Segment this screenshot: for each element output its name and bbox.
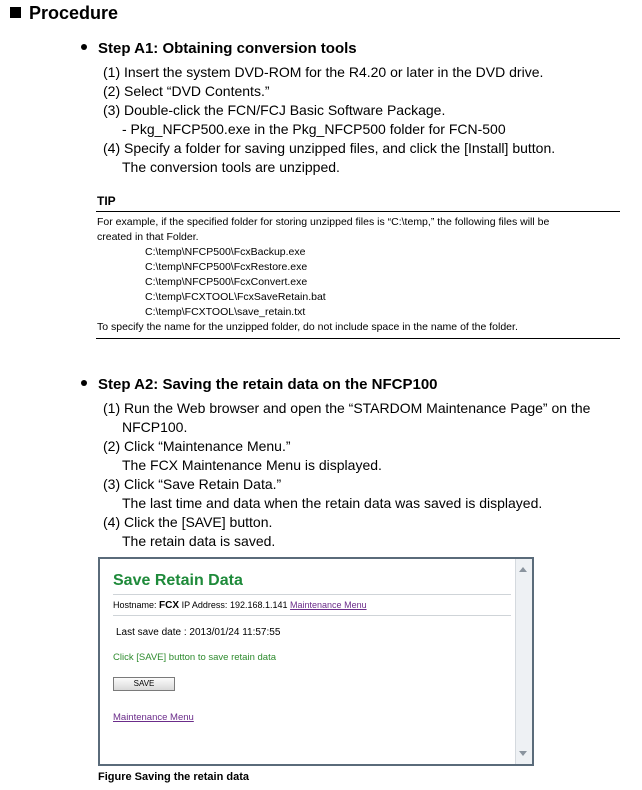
hostname-value: FCX	[159, 600, 180, 611]
scroll-down-icon[interactable]	[519, 751, 527, 756]
step-a2-title: Step A2: Saving the retain data on the NFCP100	[98, 376, 438, 393]
tip-bottom-rule	[96, 338, 620, 339]
save-retain-data-title: Save Retain Data	[113, 572, 243, 589]
step-a2-item-2-result: The FCX Maintenance Menu is displayed.	[122, 457, 382, 473]
step-a1-title: Step A1: Obtaining conversion tools	[98, 40, 357, 57]
step-a1-item-3: (3) Double-click the FCN/FCJ Basic Software Package.	[103, 102, 446, 118]
step-a2-item-3: (3) Click “Save Retain Data.”	[103, 476, 282, 492]
tip-title: TIP	[97, 194, 116, 208]
tip-file-3: C:\temp\NFCP500\FcxConvert.exe	[145, 276, 308, 288]
ip-value: 192.168.1.141	[229, 600, 288, 610]
tip-intro-line-1: For example, if the specified folder for storing unzipped files is “C:\temp,” the following files will be	[97, 216, 550, 228]
square-bullet-icon	[10, 7, 21, 18]
tip-file-2: C:\temp\NFCP500\FcxRestore.exe	[145, 261, 308, 273]
step-a2-item-4-result: The retain data is saved.	[122, 533, 276, 549]
maintenance-menu-link[interactable]: Maintenance Menu	[290, 600, 367, 610]
step-a2-item-2: (2) Click “Maintenance Menu.”	[103, 438, 291, 454]
scroll-up-icon[interactable]	[519, 567, 527, 572]
host-info	[113, 600, 367, 611]
last-save-date: Last save date : 2013/01/24 11:57:55	[116, 627, 281, 638]
title-rule	[113, 594, 511, 595]
procedure-heading	[10, 3, 118, 24]
step-a1-item-4-result: The conversion tools are unzipped.	[122, 159, 340, 175]
ip-label: IP Address:	[181, 600, 228, 610]
step-a2-item-1: (1) Run the Web browser and open the “STARDOM Maintenance Page” on the	[103, 400, 591, 416]
save-button[interactable]: SAVE	[113, 677, 175, 691]
browser-screenshot	[98, 557, 534, 766]
step-a2-item-3-result: The last time and data when the retain data was saved is displayed.	[122, 495, 543, 511]
step-a1-item-4: (4) Specify a folder for saving unzipped files, and click the [Install] button.	[103, 140, 556, 156]
step-a2-item-4: (4) Click the [SAVE] button.	[103, 514, 273, 530]
step-a2-item-1-cont: NFCP100.	[122, 419, 188, 435]
step-a1-heading	[81, 40, 357, 57]
bullet-icon	[81, 44, 87, 50]
host-rule	[113, 615, 511, 616]
tip-intro-line-2: created in that Folder.	[97, 231, 199, 243]
bullet-icon	[81, 380, 87, 386]
step-a1-item-3-detail: - Pkg_NFCP500.exe in the Pkg_NFCP500 folder for FCN-500	[122, 121, 506, 137]
tip-note: To specify the name for the unzipped folder, do not include space in the name of the folder.	[97, 321, 518, 333]
step-a1-item-2: (2) Select “DVD Contents.”	[103, 83, 270, 99]
procedure-title: Procedure	[29, 3, 119, 23]
tip-file-5: C:\temp\FCXTOOL\save_retain.txt	[145, 306, 306, 318]
vertical-scrollbar[interactable]	[515, 559, 532, 764]
save-instruction: Click [SAVE] button to save retain data	[113, 652, 276, 663]
tip-file-4: C:\temp\FCXTOOL\FcxSaveRetain.bat	[145, 291, 326, 303]
hostname-label: Hostname:	[113, 600, 157, 610]
figure-caption: Figure Saving the retain data	[98, 771, 249, 783]
tip-file-1: C:\temp\NFCP500\FcxBackup.exe	[145, 246, 306, 258]
tip-top-rule	[96, 211, 620, 212]
step-a1-item-1: (1) Insert the system DVD-ROM for the R4.20 or later in the DVD drive.	[103, 64, 544, 80]
bottom-maintenance-menu-link[interactable]: Maintenance Menu	[113, 712, 194, 723]
step-a2-heading	[81, 376, 438, 393]
